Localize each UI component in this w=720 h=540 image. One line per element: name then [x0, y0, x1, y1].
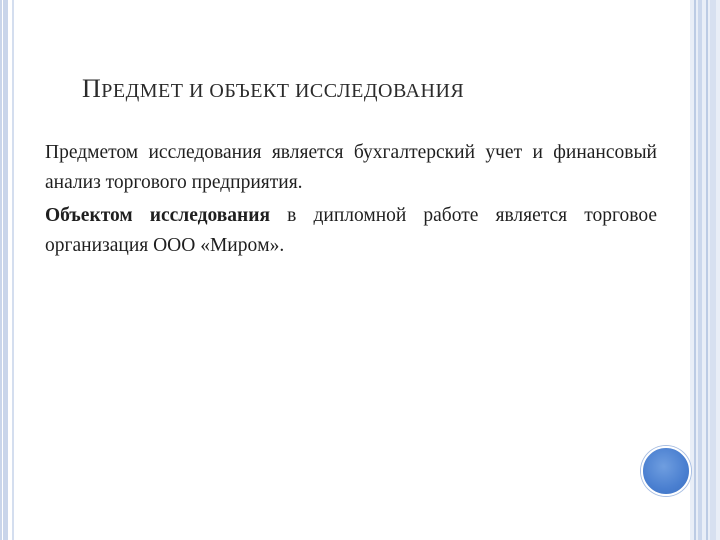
paragraph-object	[45, 201, 657, 261]
right-border-stripe	[694, 0, 696, 540]
slide-body	[45, 138, 657, 264]
title-initial: П	[82, 74, 102, 103]
paragraph-object-bold: Объектом исследования	[45, 205, 271, 226]
right-border-stripe	[706, 0, 708, 540]
left-border-line	[12, 0, 14, 540]
title-text: РЕДМЕТ И ОБЪЕКТ ИССЛЕДОВАНИЯ	[101, 80, 465, 102]
decorative-circle-icon	[641, 446, 691, 496]
right-border-stripe	[698, 0, 702, 540]
right-border-stripe	[710, 0, 716, 540]
paragraph-object-text: в дипломной работе является торговое организация ООО «Мирoм».	[45, 205, 657, 256]
slide-title	[82, 74, 464, 104]
paragraph-subject: Предметом исследования является бухгалтерский учет и финансовый анализ торгового предприятия.	[45, 142, 657, 193]
left-border-decoration	[0, 0, 8, 540]
